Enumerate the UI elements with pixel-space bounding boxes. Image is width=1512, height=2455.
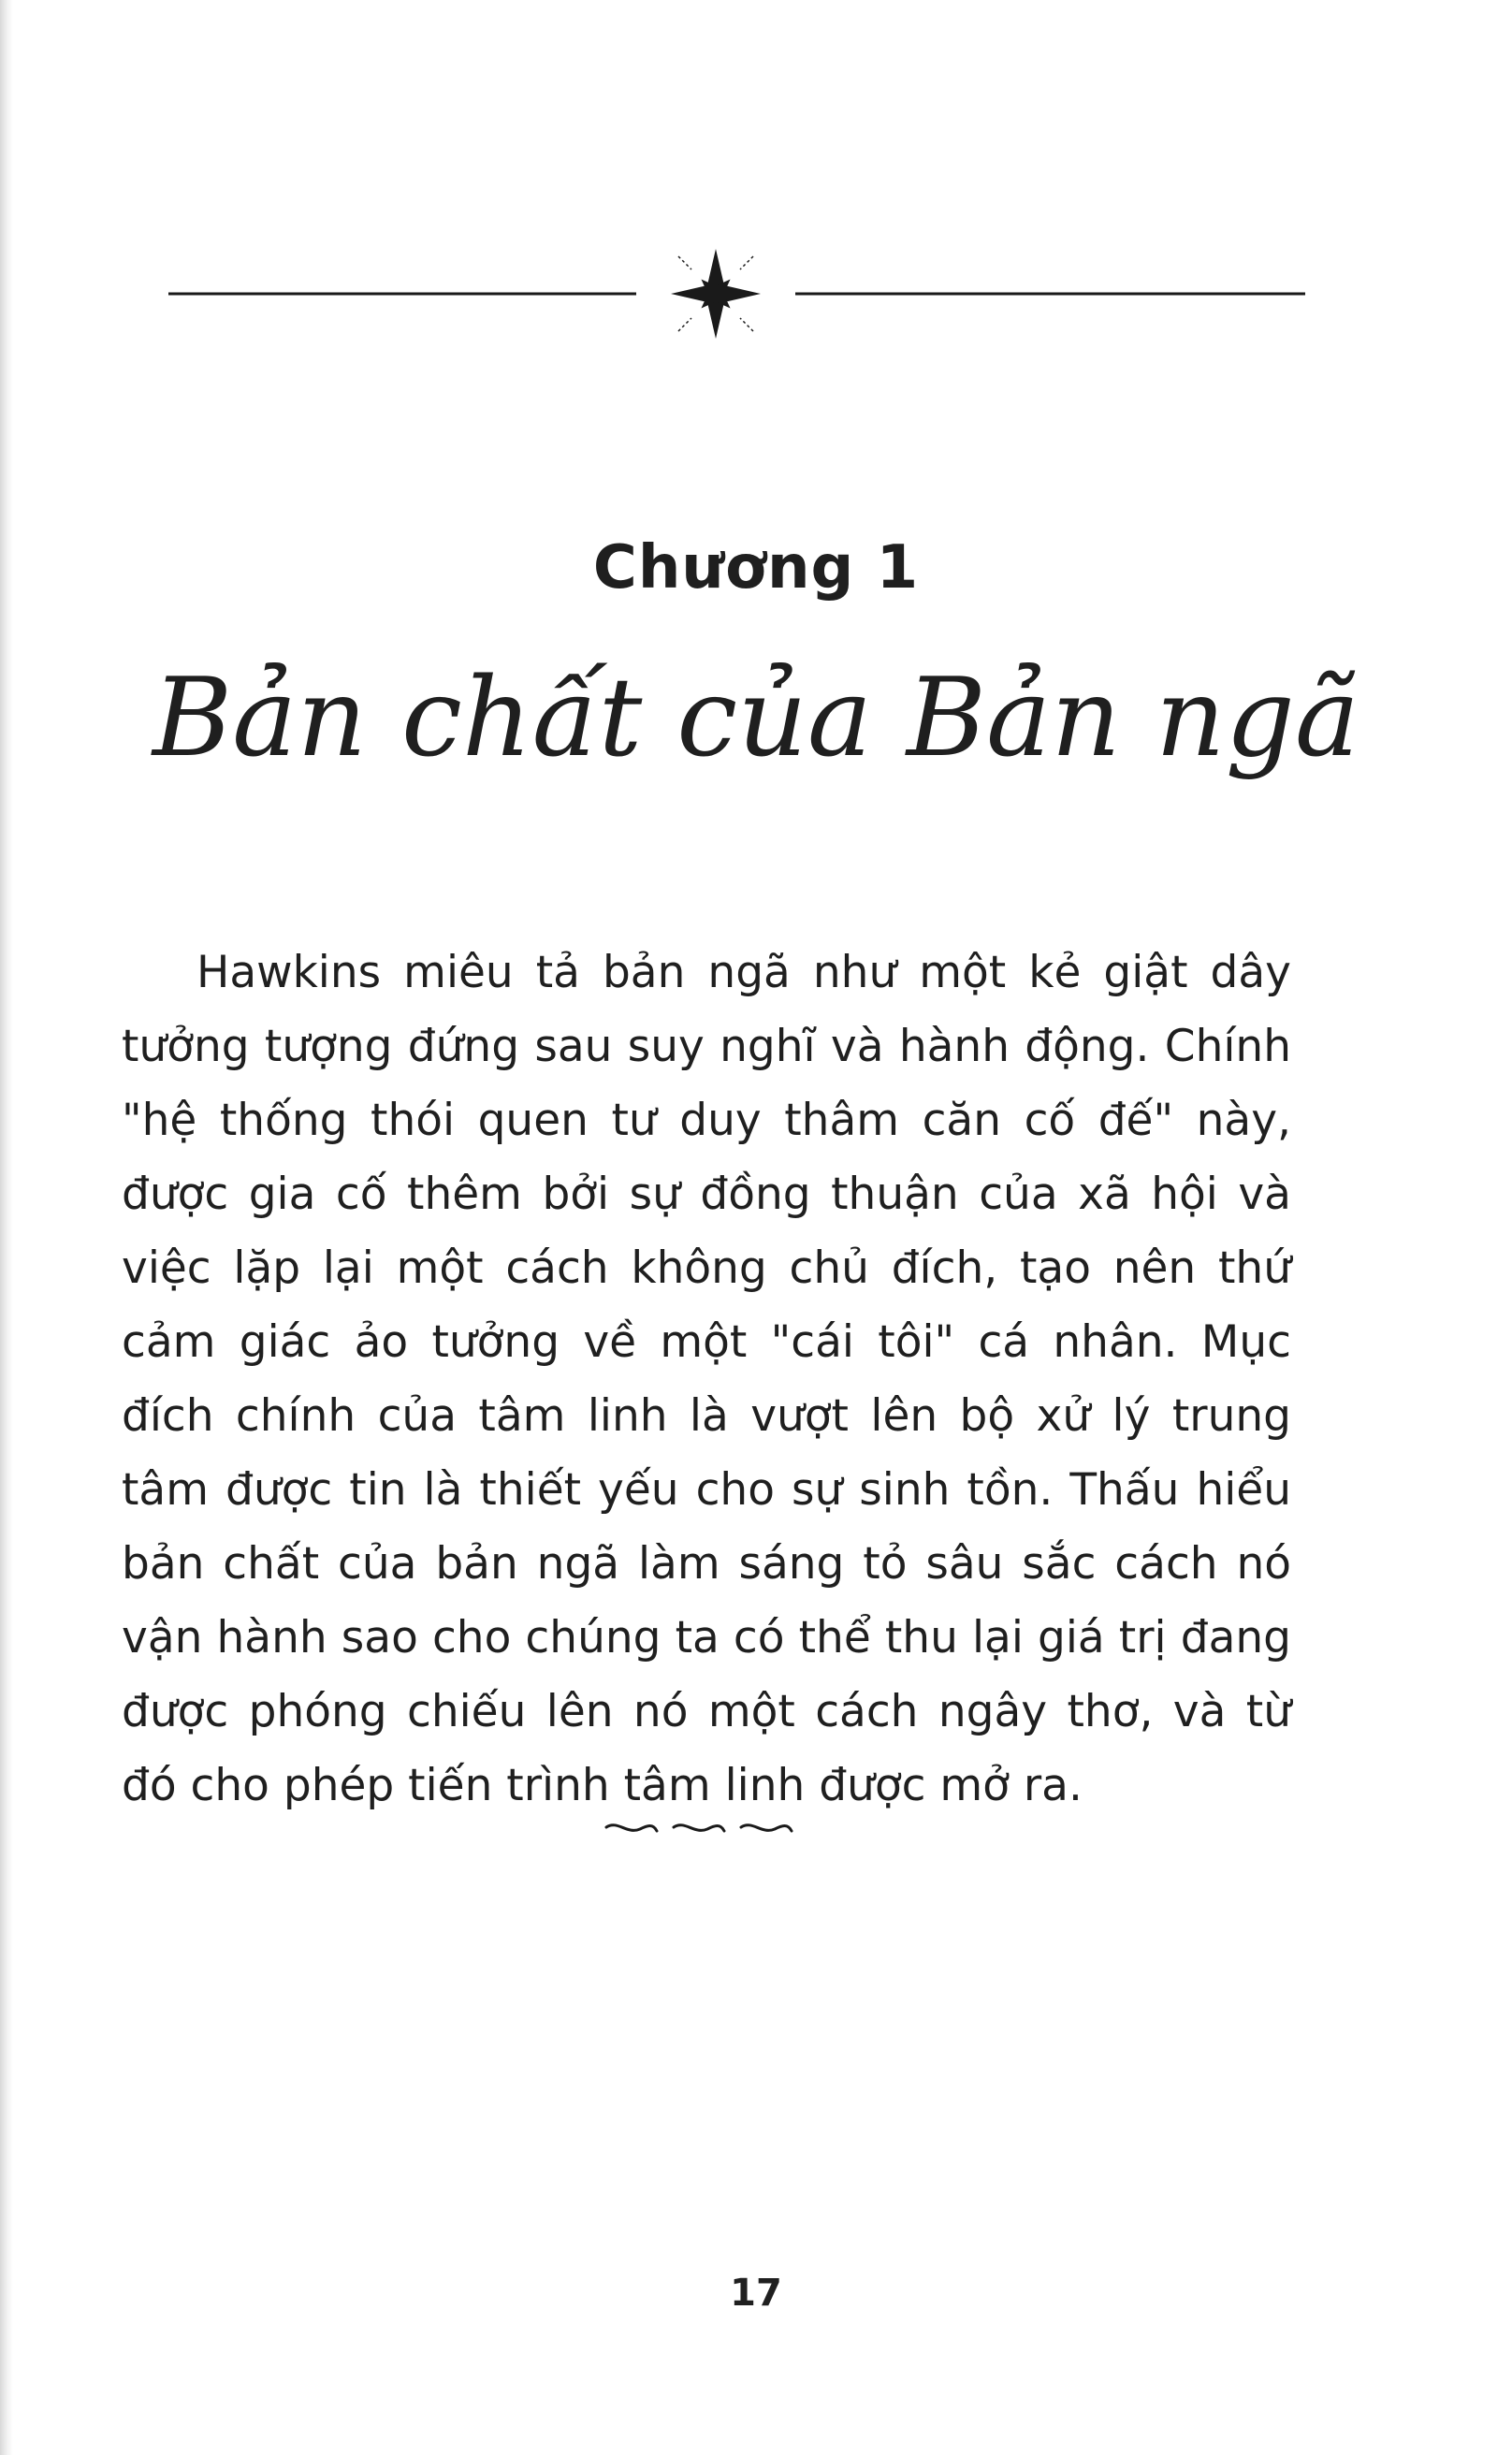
compass-star-icon bbox=[671, 249, 761, 339]
chapter-number: Chương 1 bbox=[592, 533, 920, 603]
header-ornament bbox=[0, 0, 1512, 393]
wave-divider-icon bbox=[599, 1810, 805, 1848]
body-paragraph: Hawkins miêu tả bản ngã như một kẻ giật dây tưởng tượng đứng sau suy nghĩ và hành động. Chính "hệ thống thói quen tư duy thâm căn cố đế" này, được gia cố thêm bởi sự đồng thuận của xã hội và việc lặp lại một cách không chủ đích, tạo nên thứ cảm giác ảo tưởng về một "cái tôi" cá nhân. Mục đích chính của tâm linh là vượt lên bộ xử lý trung tâm được tin là thiết yếu cho sự sinh tồn. Thấu hiểu bản chất của bản ngã làm sáng tỏ sâu sắc cách nó vận hành sao cho chúng ta có thể thu lại giá trị đang được phóng chiếu lên nó một cách ngây thơ, và từ đó cho phép tiến trình tâm linh được mở ra. bbox=[122, 947, 1291, 1811]
page-number: 17 bbox=[730, 2272, 782, 2315]
chapter-title: Bản chất của Bản ngã bbox=[152, 655, 1360, 781]
